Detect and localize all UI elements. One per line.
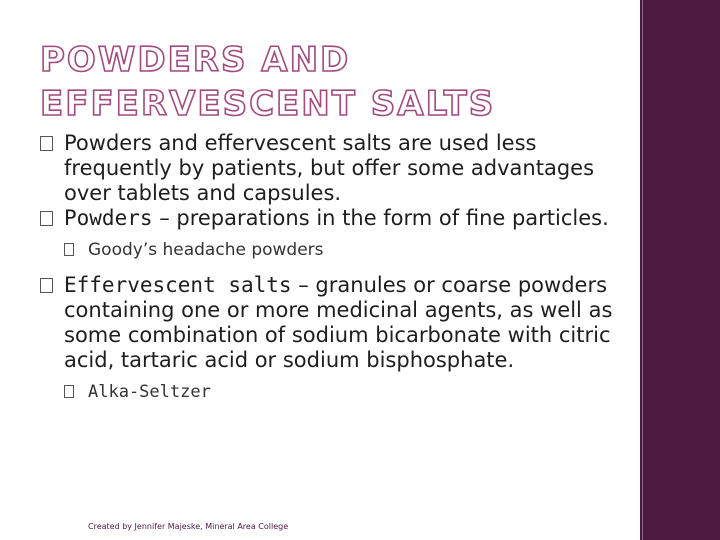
bullet-powders-text: – preparations in the form of fine particles. [152,206,609,230]
sidebar-divider [642,0,643,540]
sub-bullet-alka-seltzer-text: Alka-Seltzer [88,382,211,402]
bullet-powders-term: Powders [64,206,153,230]
sub-bullet-goodys-text: Goody’s headache powders [88,240,324,260]
sub-bullet-alka-seltzer [40,381,630,403]
box-bullet-icon [64,243,74,256]
bullet-intro-text: Powders and effervescent salts are used less frequently by patients, but offer some advantages over tablets and capsules. [64,131,595,205]
slide-body [40,131,630,415]
box-bullet-icon [64,385,74,398]
slide-footer: Created by Jennifer Majeske, Mineral Area College [88,522,289,531]
slide-title: POWDERS AND EFFERVESCENT SALTS [40,40,496,124]
bullet-effervescent-text: – granules or coarse powders containing one or more medicinal agents, as well as some combination of sodium bicarbonate with citric acid, tartaric acid or sodium bisphosphate. [64,273,613,372]
decorative-sidebar [640,0,720,540]
bullet-effervescent [40,273,630,373]
sub-bullet-goodys [40,239,630,261]
box-bullet-icon [40,136,53,151]
box-bullet-icon [40,278,53,293]
bullet-powders [40,206,630,231]
box-bullet-icon [40,211,53,226]
bullet-effervescent-term: Effervescent salts [64,273,292,297]
bullet-intro [40,131,630,206]
